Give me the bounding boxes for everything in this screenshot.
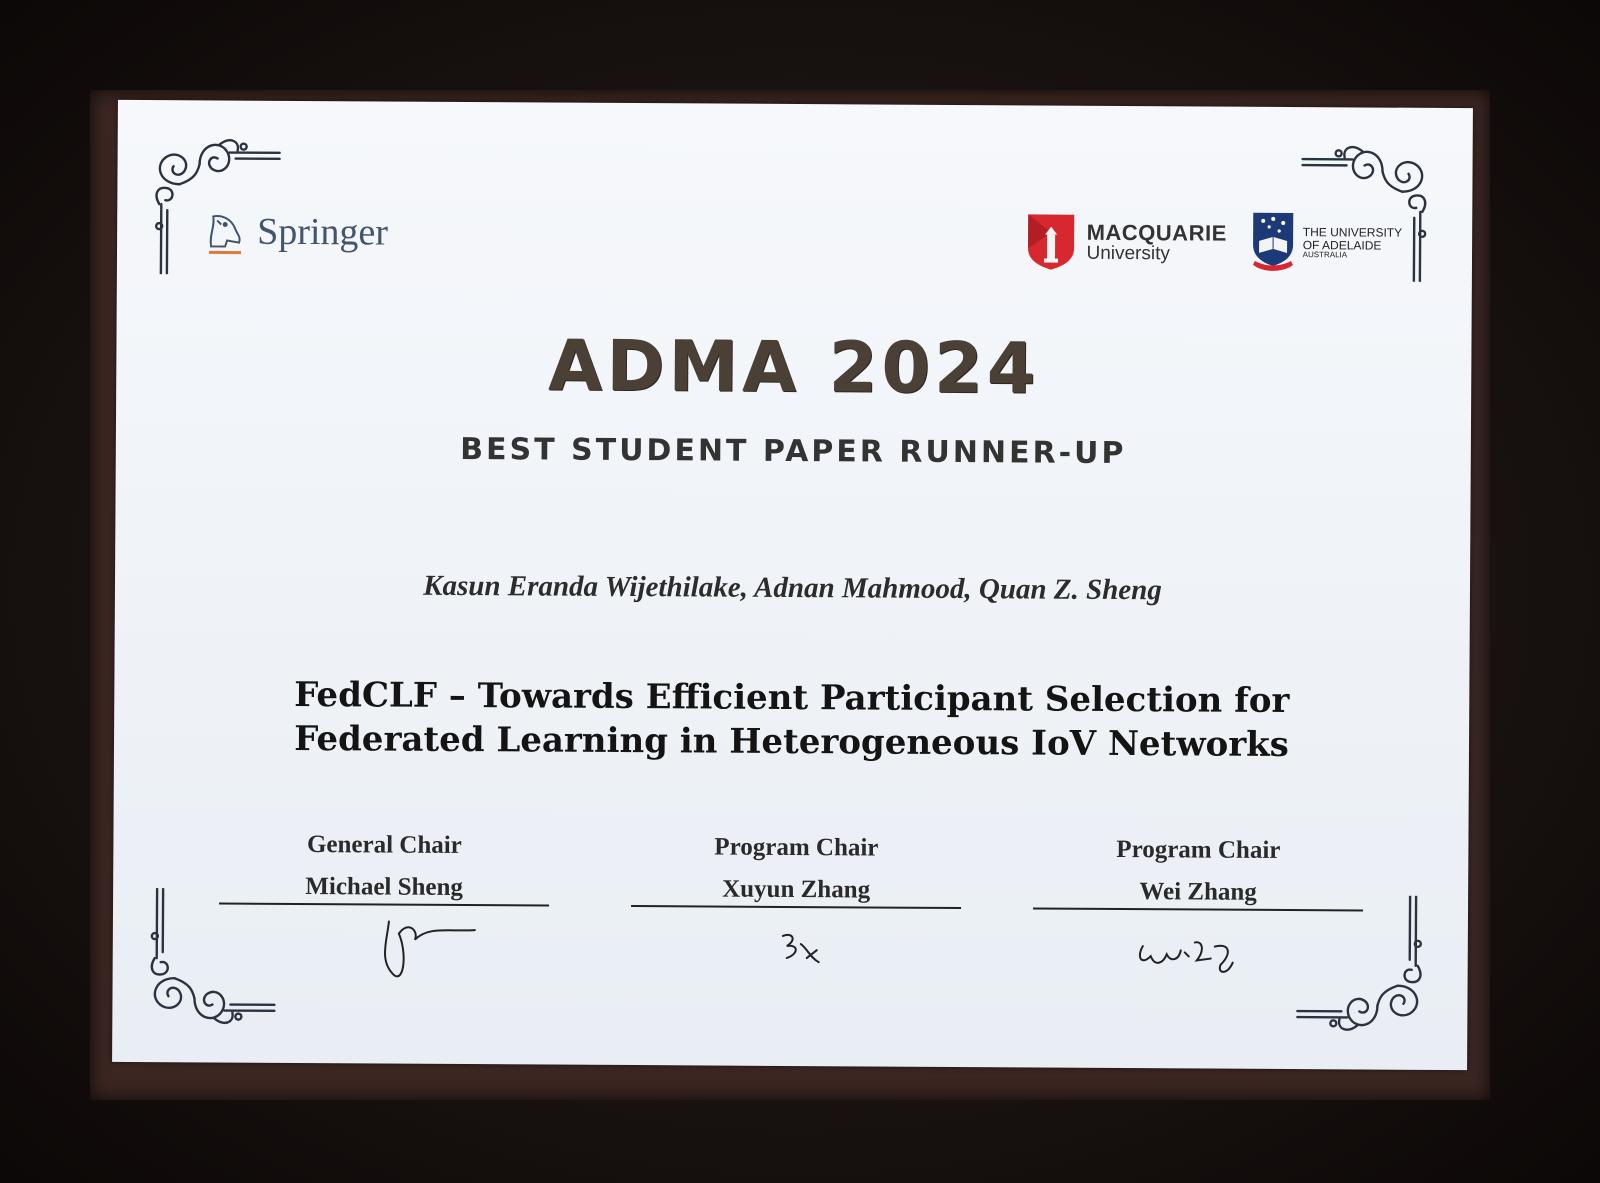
macquarie-shield-icon bbox=[1026, 212, 1076, 270]
signature-mark bbox=[1033, 915, 1363, 987]
chair-role: Program Chair bbox=[714, 833, 879, 862]
chair-role: General Chair bbox=[306, 831, 462, 859]
adelaide-crest-icon bbox=[1249, 211, 1297, 275]
adelaide-line-2: OF ADELAIDE bbox=[1302, 237, 1382, 253]
adelaide-line-3: AUSTRALIA bbox=[1302, 250, 1348, 260]
certificate-paper bbox=[112, 100, 1473, 1070]
macquarie-sub: University bbox=[1086, 242, 1170, 264]
adelaide-wordmark bbox=[1303, 226, 1403, 260]
university-logos bbox=[1026, 209, 1402, 275]
chair-name: Xuyun Zhang bbox=[631, 875, 961, 909]
chair-block-program-1 bbox=[631, 833, 962, 985]
chair-block-general bbox=[219, 831, 550, 983]
chair-name: Michael Sheng bbox=[219, 873, 549, 907]
paper-title-line-1: FedCLF – Towards Efficient Participant Selection for bbox=[294, 674, 1290, 722]
adelaide-line-1: THE UNIVERSITY bbox=[1302, 225, 1403, 240]
macquarie-name: MACQUARIE bbox=[1086, 219, 1227, 246]
certificate-title: ADMA 2024 bbox=[547, 324, 1040, 410]
paper-title bbox=[114, 672, 1470, 769]
signature-mark bbox=[219, 911, 549, 983]
chair-block-program-2 bbox=[1033, 835, 1364, 987]
macquarie-wordmark bbox=[1086, 221, 1226, 263]
chair-signatures bbox=[112, 830, 1468, 1038]
author-list: Kasun Eranda Wijethilake, Adnan Mahmood, Quan Z. Sheng bbox=[423, 569, 1162, 607]
signature-mark bbox=[631, 913, 961, 985]
springer-horse-icon bbox=[201, 206, 247, 256]
chair-role: Program Chair bbox=[1116, 835, 1281, 864]
springer-wordmark: Springer bbox=[257, 210, 389, 254]
chair-name: Wei Zhang bbox=[1033, 877, 1363, 911]
paper-title-line-2: Federated Learning in Heterogeneous IoV Networks bbox=[294, 719, 1290, 766]
springer-logo bbox=[201, 206, 388, 257]
award-name: BEST STUDENT PAPER RUNNER-UP bbox=[460, 431, 1127, 472]
